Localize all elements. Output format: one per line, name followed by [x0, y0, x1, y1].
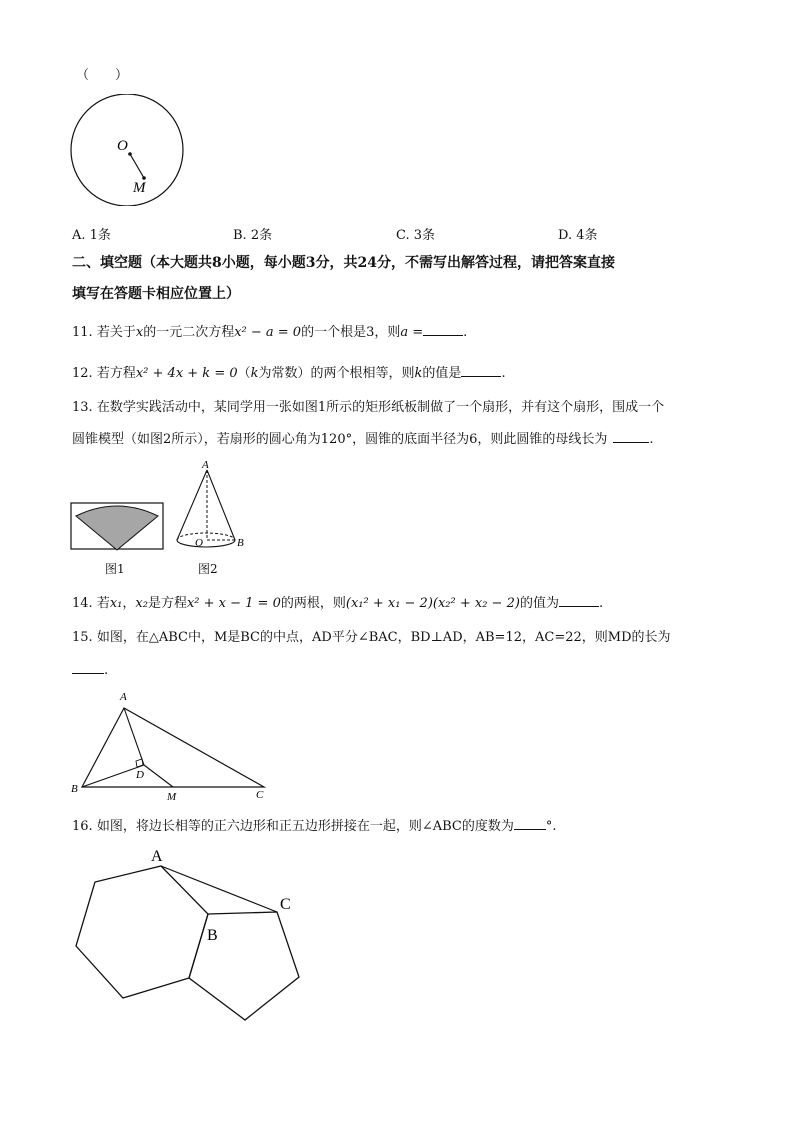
label-d: D [136, 769, 144, 781]
q15-triangle-figure [66, 684, 276, 804]
option-a: A. 1条 [72, 228, 111, 243]
label-m: M [167, 791, 177, 803]
q11-text-3: 的一个根是3，则 [301, 325, 401, 340]
q14-answer-blank[interactable] [559, 593, 599, 607]
q12-tail: . [501, 366, 506, 381]
right-angle-mark [136, 759, 143, 767]
question-14 [72, 593, 603, 614]
q12-number: 12. [72, 366, 93, 381]
q11-number: 11. [72, 325, 93, 340]
q11-equation: x² − a = 0 [234, 325, 302, 340]
q15-text-1: 如图，在△ABC中，M是BC的中点，AD平分∠BAC，BD⊥AD，AB=12，AC=22，则MD的长为 [96, 630, 671, 645]
regular-hexagon [76, 866, 208, 998]
q14-equation: x² + x − 1 = 0 [186, 596, 281, 611]
cone-base-front [177, 540, 235, 547]
segment-om [130, 154, 144, 178]
q13-text-2: 圆锥模型（如图2所示），若扇形的圆心角为120°，圆锥的底面半径为6，则此圆锥的母线长为 [72, 432, 608, 447]
q12-text-4: 的值是 [422, 366, 462, 381]
q14-text-2: 是方程 [147, 596, 187, 611]
q13-figure-1 [70, 502, 165, 552]
q14-text-3: 的两根，则 [280, 596, 346, 611]
cone-label-a: A [202, 459, 209, 471]
label-a: A [120, 691, 127, 703]
q11-tail: . [463, 325, 468, 340]
q14-x1: x₁ [109, 596, 123, 611]
fig1-caption: 图1 [105, 562, 125, 576]
label-a: A [151, 848, 163, 865]
label-o: O [117, 138, 128, 154]
segment-dm [144, 765, 173, 787]
q13-text-1: 在数学实践活动中，某同学用一张如图1所示的矩形纸板制做了一个扇形，并有这个扇形，围成一个 [96, 400, 665, 415]
cone-base-back [177, 533, 235, 540]
q12-answer-blank[interactable] [461, 363, 501, 377]
cone-label-b: B [237, 537, 244, 549]
q14-text-4: 的值为 [519, 596, 559, 611]
question-13-line1 [72, 398, 664, 418]
label-b: B [71, 783, 78, 795]
question-16 [72, 816, 557, 837]
label-c: C [280, 896, 291, 913]
question-11 [72, 322, 467, 343]
cone-slant-right [207, 470, 235, 540]
option-c: C. 3条 [396, 228, 436, 243]
q16-number: 16. [72, 819, 93, 834]
cone-label-o: O [195, 537, 203, 549]
question-12 [72, 363, 506, 384]
q16-tail: °. [545, 819, 557, 834]
segment-ad [124, 708, 144, 765]
q14-sep: ， [122, 596, 136, 611]
q11-text-2: 的一元二次方程 [143, 325, 235, 340]
regular-pentagon [189, 912, 299, 1020]
question-15-line1 [72, 628, 671, 648]
section-title-line2: 填写在答题卡相应位置上） [72, 286, 240, 302]
label-b: B [207, 927, 218, 944]
question-15-line2 [72, 660, 108, 681]
option-d: D. 4条 [558, 228, 598, 243]
q14-x2: x₂ [135, 596, 148, 611]
q13-tail: . [649, 432, 654, 447]
question-13-line2 [72, 429, 654, 450]
q12-text-2: （ [237, 366, 251, 381]
q14-tail: . [598, 596, 604, 611]
q15-answer-blank[interactable] [72, 660, 104, 674]
q12-var-k2: k [414, 366, 423, 381]
q14-text-1: 若 [96, 596, 110, 611]
segment-ac [161, 866, 277, 912]
q13-answer-blank[interactable] [613, 429, 649, 443]
q11-answer-var: a = [400, 325, 424, 340]
q11-var-x: x [135, 325, 144, 340]
q12-equation: x² + 4x + k = 0 [135, 366, 238, 381]
q15-number: 15. [72, 630, 93, 645]
q12-text-1: 若方程 [96, 366, 136, 381]
point-o [128, 152, 132, 156]
label-m: M [133, 180, 146, 196]
q16-text-1: 如图，将边长相等的正六边形和正五边形拼接在一起，则∠ABC的度数为 [96, 819, 514, 834]
q14-number: 14. [72, 596, 93, 611]
fig2-caption: 图2 [198, 562, 218, 576]
section-title-line1: 二、填空题（本大题共8小题，每小题3分，共24分，不需写出解答过程，请把答案直接 [72, 255, 615, 271]
q11-text-1: 若关于 [96, 325, 136, 340]
triangle-abc [82, 708, 264, 787]
label-c: C [256, 789, 264, 801]
q16-answer-blank[interactable] [514, 816, 546, 830]
q11-answer-blank[interactable] [423, 322, 463, 336]
cone-slant-left [177, 470, 207, 540]
answer-bracket: （ ） [76, 68, 129, 83]
q13-number: 13. [72, 400, 93, 415]
q13-figure-2-cone [170, 456, 250, 556]
q16-polygon-figure [70, 842, 310, 1032]
sector-shape [76, 506, 158, 550]
q12-var-k: k [250, 366, 259, 381]
q12-text-3: 为常数）的两个根相等，则 [258, 366, 415, 381]
q14-expression: (x₁² + x₁ − 2)(x₂² + x₂ − 2) [345, 596, 520, 611]
option-b: B. 2条 [233, 228, 273, 243]
q10-circle-figure [66, 94, 192, 206]
q15-tail: . [104, 663, 109, 678]
